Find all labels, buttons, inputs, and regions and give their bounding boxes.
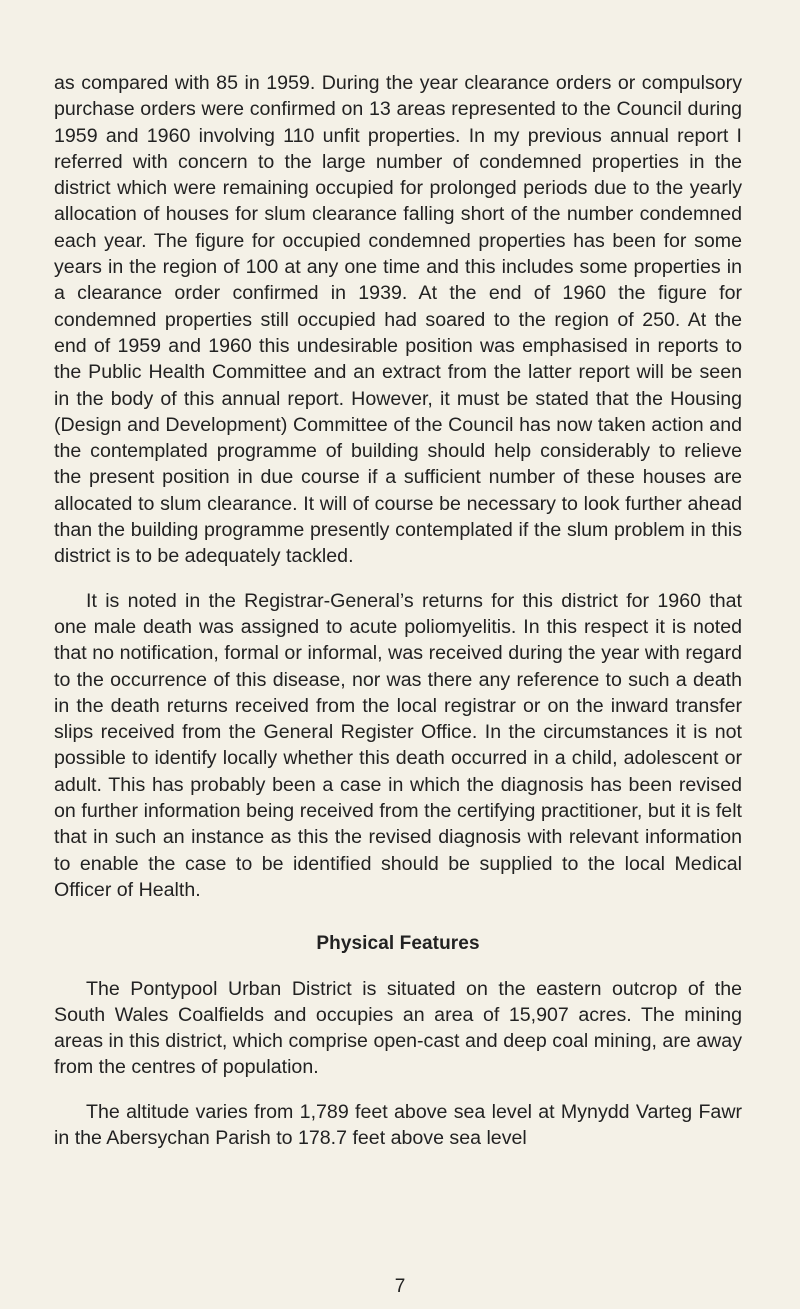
section-heading: Physical Features bbox=[316, 933, 480, 955]
paragraph-altitude: The altitude varies from 1,789 feet above sea level at Mynydd Varteg Fawr in the Abersychan Parish to 178.7 feet above sea level bbox=[54, 1100, 742, 1149]
body-text bbox=[54, 70, 742, 1151]
paragraph-physical-features: The Pontypool Urban District is situated on the eastern outcrop of the South Wales Coalfields and occupies an area of 15,907 acres. The mining areas in this district, which comprise open-cast and deep coal mining, are away from the centres of population. bbox=[54, 977, 742, 1079]
paragraph-slum-clearance: as compared with 85 in 1959. During the year clearance orders or compulsory purchase orders were confirmed on 13 areas represented to the Council during 1959 and 1960 involving 110 unfit properties. In my previous annual report I referred with concern to the large number of condemned properties in the district which were remaining occupied for prolonged periods due to the yearly allocation of houses for slum clearance falling short of the number condemned each year. The figure for occupied condemned properties has been for some years in the region of 100 at any one time and this includes some properties in a clearance order confirmed in 1939. At the end of 1960 the figure for condemned properties still occupied had soared to the region of 250. At the end of 1959 and 1960 this undesirable position was emphasised in reports to the Public Health Committee and an extract from the latter report will be seen in the body of this annual report. However, it must be stated that the Housing (Design and Development) Committee of the Council has now taken action and the contemplated programme of building should help considerably to relieve the present position in due course if a sufficient number of these houses are allocated to slum clearance. It will of course be necessary to look further ahead than the building programme presently contemplated if the slum problem in this district is to be adequately tackled. bbox=[54, 72, 742, 568]
page-number: 7 bbox=[394, 1276, 406, 1297]
paragraph-poliomyelitis: It is noted in the Registrar-General’s returns for this district for 1960 that one male death was assigned to acute poliomyelitis. In this respect it is noted that no notification, formal or informal, was received during the year with regard to the occurrence of this disease, nor was there any reference to such a death in the death returns received from the local registrar or on the inward transfer slips received from the General Register Office. In the circumstances it is not possible to identify locally whether this death occurred in a child, adolescent or adult. This has probably been a case in which the diagnosis has been revised on further information being received from the certifying practitioner, but it is felt that in such an instance as this the revised diagnosis with relevant information to enable the case to be identified should be supplied to the local Medical Officer of Health. bbox=[54, 589, 742, 901]
